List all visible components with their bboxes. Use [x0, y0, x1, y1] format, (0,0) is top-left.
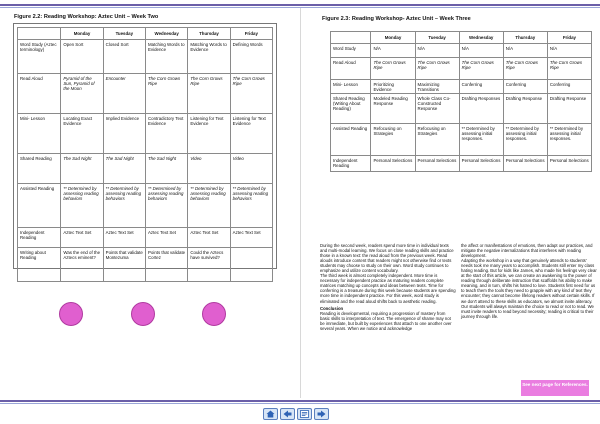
table-cell: The Corn Grows Ripe [547, 58, 591, 80]
table-row [18, 228, 273, 248]
table-cell: ** Determined by assessing reading behaviors [230, 184, 272, 228]
table-cell: Refocusing on Strategies [415, 124, 459, 156]
decorative-dot [131, 302, 155, 326]
previous-page-button[interactable] [280, 408, 295, 420]
paragraph: Adapting the workshop in a way that genuinely attends to students' needs took me many years to accomplish. Students still enter my class hating reading. But for kids like James, who made his feelings very clear at the start of this article, we can create an awakening to the power of reading through deliberate instruction that scaffolds his ability to make meaning, and in turn, shifts his hatred to love. Students first need for us to teach them the tools they need to grapple with any kind of text they encounter; they cannot become lifelong readers without certain skills. If we don't attend to these skills as educators, we almost invite aliteracy. Our students will always maintain the choice to read or not to read. We must invite readers to read beyond necessity; reading is critical to their journey through life. [461, 258, 597, 319]
table-cell: Conferring [503, 80, 547, 94]
row-label: Assisted Reading [18, 184, 61, 228]
table-row [18, 184, 273, 228]
header-cell: Wednesday [146, 28, 188, 40]
table-row [18, 248, 273, 282]
table-cell: The Corn Grows Ripe [415, 58, 459, 80]
table-cell: Contradictory Text Evidence [146, 114, 188, 154]
table-cell: Closed Sort [103, 40, 145, 74]
table-cell: Open Sort [61, 40, 103, 74]
contents-button[interactable] [297, 408, 312, 420]
table-row [331, 58, 592, 80]
prev-page-icon [283, 410, 292, 418]
table-row [331, 80, 592, 94]
row-label: Shared Reading [18, 154, 61, 184]
table-cell: N/A [503, 44, 547, 58]
table-cell: Whole Class Co-Constructed Response [415, 94, 459, 124]
article-column-right [461, 243, 597, 319]
table-cell: Aztec Text Set [103, 228, 145, 248]
table-cell: The Corn Grows Ripe [459, 58, 503, 80]
table-row [331, 44, 592, 58]
table-cell: Modeled Reading Response [371, 94, 415, 124]
table-cell: Locating Exact Evidence [61, 114, 103, 154]
table-cell: ** Determined by assessing reading behaviors [61, 184, 103, 228]
table-cell: Matching Words to Evidence [188, 40, 230, 74]
home-icon [266, 410, 275, 418]
table-cell: Implied Evidence [103, 114, 145, 154]
decorative-dot [202, 302, 226, 326]
table-cell: Refocusing on Strategies [371, 124, 415, 156]
figure-2-3-table [330, 31, 592, 172]
table-cell: N/A [371, 44, 415, 58]
table-cell: The Corn Grows Ripe [371, 58, 415, 80]
table-cell: Matching Words to Evidence [146, 40, 188, 74]
article-column-left [320, 243, 456, 331]
paragraph: the affect or manifestations of emotions, then adapt our practices, and mitigate the negative internalizations that interferes with reading development. [461, 243, 593, 259]
table-cell: Personal Selections [371, 156, 415, 172]
table-cell: Prioritizing Evidence [371, 80, 415, 94]
table-cell: Maximizing Transitions [415, 80, 459, 94]
header-cell: Thursday [503, 32, 547, 44]
table-cell: Aztec Text Set [230, 228, 272, 248]
table-row [18, 40, 273, 74]
figure-2-2-title: Figure 2.2: Reading Workshop: Aztec Unit – Week Two [14, 14, 159, 20]
row-label: Independent Reading [331, 156, 371, 172]
row-label: Mini- Lesson [331, 80, 371, 94]
table-cell: The Sad Night [103, 154, 145, 184]
header-corner-cell [331, 32, 371, 44]
home-button[interactable] [263, 408, 278, 420]
table-cell: Points that validate Montezuma [103, 248, 145, 282]
table-cell: Conferring [547, 80, 591, 94]
conclusion-heading: Conclusion [320, 305, 344, 311]
header-cell: Monday [61, 28, 103, 40]
row-label: Independent Reading [18, 228, 61, 248]
table-header-row [331, 32, 592, 44]
table-cell: ** Determined by assessing reading behaviors [188, 184, 230, 228]
table-cell: Aztec Text Set [188, 228, 230, 248]
table-cell: The Corn Grows Ripe [188, 74, 230, 114]
header-cell: Tuesday [103, 28, 145, 40]
table-row [18, 74, 273, 114]
decorative-dot [59, 302, 83, 326]
table-cell: The Corn Grows Ripe [230, 74, 272, 114]
see-next-page-button[interactable]: See next page for References. [521, 380, 589, 396]
paragraph: Reading is developmental, requiring a progression of mastery from basic skills to interpretation of text. The emergence of shame may not be immediate, but built by experiences that attach to one another over several years. When we notice and acknowledge [320, 310, 452, 331]
row-label: Read Aloud [18, 74, 61, 114]
table-cell: The Sad Night [146, 154, 188, 184]
table-cell: Points that validate Cortez [146, 248, 188, 282]
paragraph: The third week is almost completely independent. More time is necessary for independent practice as maturing readers complete matrices matching up concepts and ideas between texts. Time for conferring is a treasure during this week because students are spending more time in independent practice. For this week, word study is eliminated and the read aloud shifts back to aesthetic reading. [320, 273, 456, 304]
top-rule [0, 4, 600, 6]
table-cell: Personal Selections [503, 156, 547, 172]
table-row [18, 154, 273, 184]
table-cell: N/A [415, 44, 459, 58]
bottom-rule-secondary [0, 403, 600, 404]
row-label: Word Study (Aztec terminology) [18, 40, 61, 74]
table-row [331, 124, 592, 156]
header-cell: Thursday [188, 28, 230, 40]
table-cell: Personal Selections [459, 156, 503, 172]
table-cell: Listening for Text Evidence [230, 114, 272, 154]
table-cell: Aztec Text Set [146, 228, 188, 248]
table-cell: N/A [459, 44, 503, 58]
row-label: Read Aloud [331, 58, 371, 80]
table-cell: Conferring [459, 80, 503, 94]
table-row [331, 156, 592, 172]
table-cell: Pyramid of the Sun, Pyramid of the Moon [61, 74, 103, 114]
table-cell: Drafting Responses [459, 94, 503, 124]
table-cell: ** Determined by assessing reading behaviors [146, 184, 188, 228]
table-cell: ** Determined by assessing initial responses. [547, 124, 591, 156]
header-cell: Friday [230, 28, 272, 40]
page-navigation [263, 408, 329, 420]
table-cell: Could the Aztecs have survived? [188, 248, 230, 282]
header-cell: Monday [371, 32, 415, 44]
header-cell: Tuesday [415, 32, 459, 44]
table-cell: Video [230, 154, 272, 184]
table-cell: Listening for Text Evidence [188, 114, 230, 154]
paragraph: During the second week, readers spend more time in individual texts and multi-modal learning. We focus on close reading skills and practice those in a known text: the read aloud from the previous week. Read alouds introduce content that readers might not otherwise find or texts students may choose to study on their own. Word study continues to emphasize and utilize content vocabulary. [320, 243, 454, 274]
page-gutter [300, 8, 301, 398]
table-cell: Was the end of the Aztecs eminent? [61, 248, 103, 282]
table-cell: ** Determined by assessing initial responses. [459, 124, 503, 156]
table-cell: Video [188, 154, 230, 184]
table-cell: Personal Selections [415, 156, 459, 172]
next-page-icon [317, 410, 326, 418]
table-cell: Personal Selections [547, 156, 591, 172]
row-label: Shared Reading (Writing About Reading) [331, 94, 371, 124]
table-cell: Aztec Text Set [61, 228, 103, 248]
figure-2-2-frame [13, 23, 277, 269]
table-cell: Drafting Response [547, 94, 591, 124]
table-header-row [18, 28, 273, 40]
next-page-button[interactable] [314, 408, 329, 420]
row-label: Mini- Lesson [18, 114, 61, 154]
contents-icon [300, 410, 309, 418]
row-label: Assisted Reading [331, 124, 371, 156]
figure-2-3-title: Figure 2.3: Reading Workshop- Aztec Unit – Week Three [322, 16, 471, 22]
table-cell: N/A [547, 44, 591, 58]
row-label: Writing about Reading [18, 248, 61, 282]
table-cell: ** Determined by assessing initial responses. [503, 124, 547, 156]
table-cell: Defining Words [230, 40, 272, 74]
header-cell: Friday [547, 32, 591, 44]
table-cell: Drafting Response [503, 94, 547, 124]
table-cell [230, 248, 272, 282]
header-corner-cell [18, 28, 61, 40]
table-row [18, 114, 273, 154]
table-cell: ** Determined by assessing reading behaviors [103, 184, 145, 228]
bottom-rule [0, 400, 600, 402]
table-cell: The Corn Grows Ripe [146, 74, 188, 114]
header-cell: Wednesday [459, 32, 503, 44]
row-label: Word Study [331, 44, 371, 58]
table-cell: The Corn Grows Ripe [503, 58, 547, 80]
table-row [331, 94, 592, 124]
figure-2-2-table [17, 27, 273, 282]
table-cell: The Sad Night [61, 154, 103, 184]
table-cell: Encounter [103, 74, 145, 114]
